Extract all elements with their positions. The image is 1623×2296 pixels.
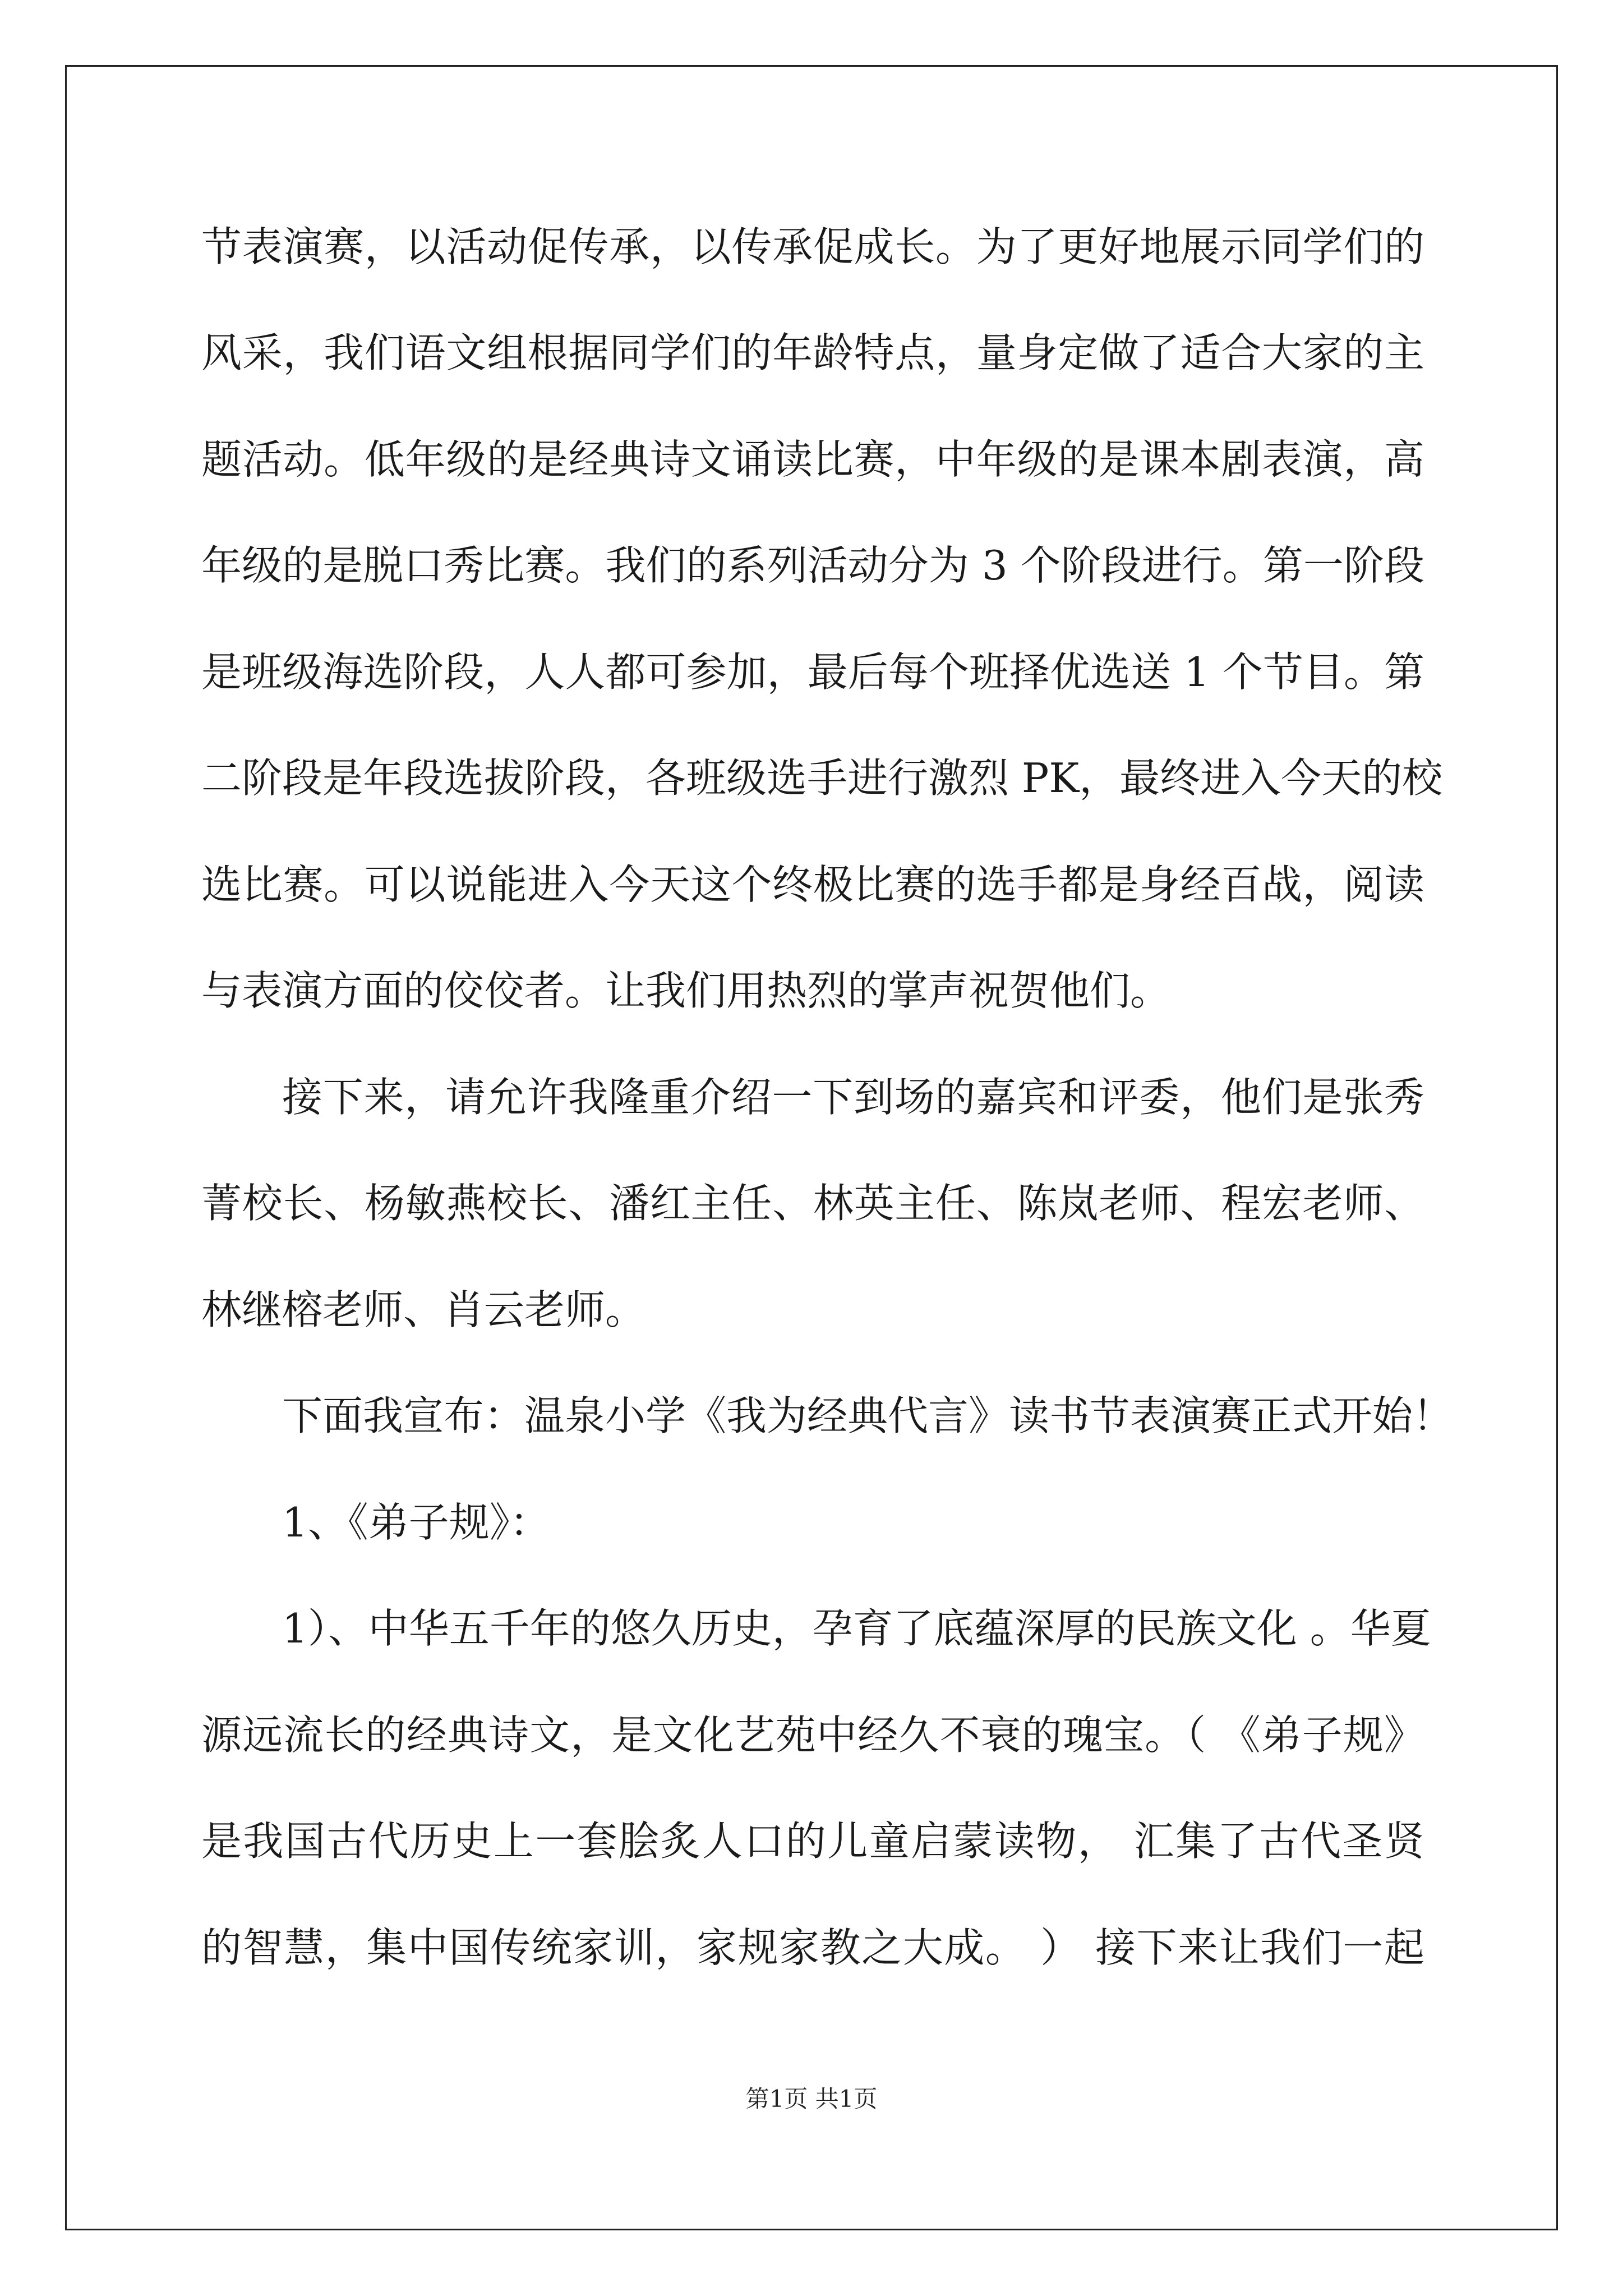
text-line: 1）、中华五千年的悠久历史，孕育了底蕴深厚的民族文化 。华夏 bbox=[282, 1605, 1431, 1652]
text-line: 1、《弟子规》： bbox=[282, 1499, 550, 1546]
text-line: 题活动。低年级的是经典诗文诵读比赛，中年级的是课本剧表演，高 bbox=[201, 436, 1424, 483]
text-line: 与表演方面的佼佼者。让我们用热烈的掌声祝贺他们。 bbox=[201, 967, 1171, 1014]
text-line: 是班级海选阶段，人人都可参加，最后每个班择优选送 1 个节目。第 bbox=[201, 648, 1424, 696]
page-number-footer: 第1页 共1页 bbox=[745, 2085, 878, 2113]
text-line: 源远流长的经典诗文，是文化艺苑中经久不衰的瑰宝。（ 《弟子规》 bbox=[201, 1711, 1424, 1759]
text-line: 是我国古代历史上一套脍炙人口的儿童启蒙读物， 汇集了古代圣贤 bbox=[201, 1818, 1424, 1865]
page-frame bbox=[65, 65, 1558, 2230]
text-line: 年级的是脱口秀比赛。我们的系列活动分为 3 个阶段进行。第一阶段 bbox=[201, 542, 1424, 589]
text-line: 菁校长、杨敏燕校长、潘红主任、林英主任、陈岚老师、程宏老师、 bbox=[201, 1180, 1424, 1227]
text-line: 下面我宣布：温泉小学《我为经典代言》读书节表演赛正式开始！ bbox=[282, 1392, 1454, 1439]
text-line: 节表演赛，以活动促传承，以传承促成长。为了更好地展示同学们的 bbox=[201, 223, 1424, 270]
text-line: 接下来，请允许我隆重介绍一下到场的嘉宾和评委，他们是张秀 bbox=[282, 1074, 1424, 1121]
text-line: 二阶段是年段选拔阶段，各班级选手进行激烈 PK，最终进入今天的校 bbox=[201, 754, 1443, 802]
text-line: 的智慧，集中国传统家训，家规家教之大成。 ） 接下来让我们一起 bbox=[201, 1924, 1424, 1971]
text-line: 选比赛。可以说能进入今天这个终极比赛的选手都是身经百战，阅读 bbox=[201, 861, 1424, 908]
text-line: 林继榕老师、肖云老师。 bbox=[201, 1286, 646, 1333]
text-line: 风采，我们语文组根据同学们的年龄特点，量身定做了适合大家的主 bbox=[201, 329, 1424, 376]
